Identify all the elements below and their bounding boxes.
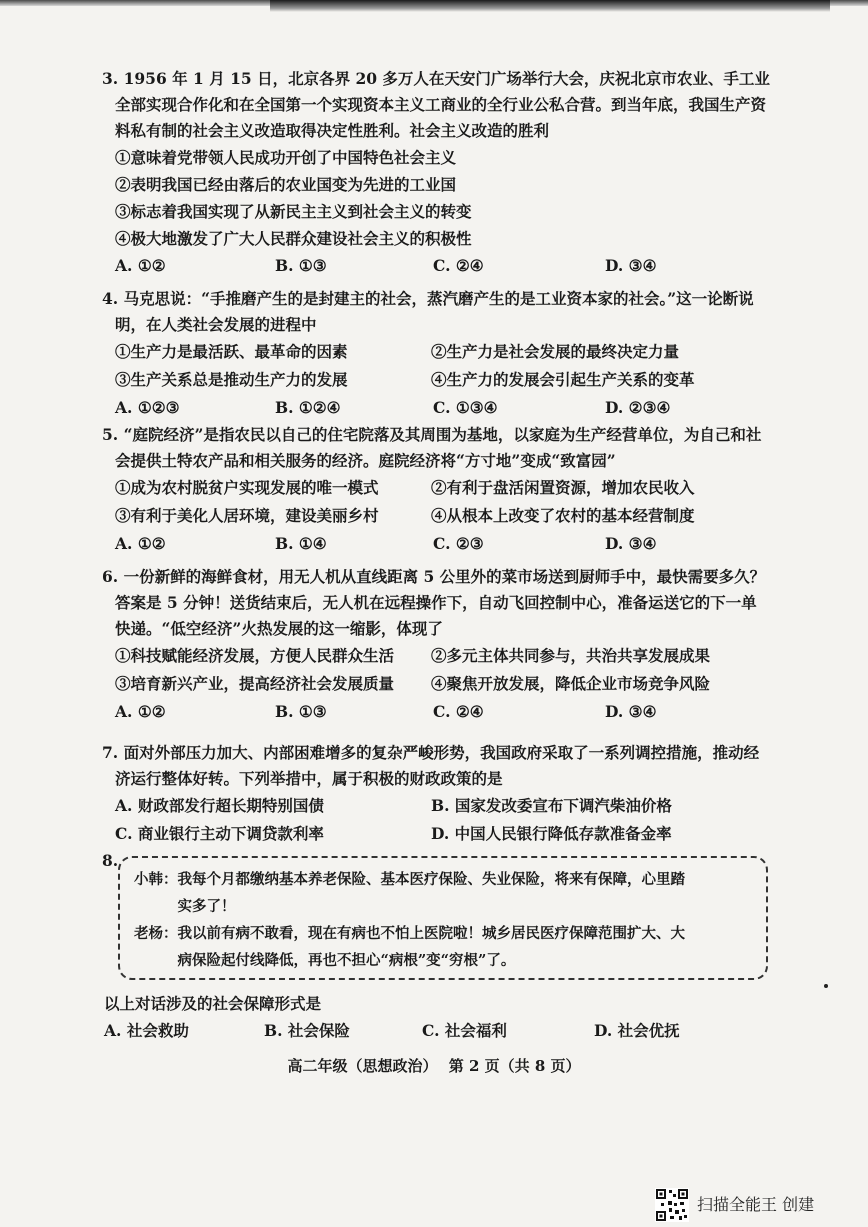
statement-row [115,502,770,530]
statement-row [115,670,770,698]
statement: ②多元主体共同参与，共治共享发展成果 [431,646,711,665]
dialogue-line: 小韩：我每个月都缴纳基本养老保险、基本医疗保险、失业保险，将来有保障，心里踏 [134,871,685,888]
option-a: A. ①②③ [115,398,180,417]
question-number: 5. [102,425,119,444]
option-a: A. 财政部发行超长期特别国债 [115,796,324,815]
option-a: A. ①② [115,256,166,275]
statement-row [115,642,770,670]
options-row [104,1017,759,1045]
statement: ②生产力是社会发展的最终决定力量 [431,342,680,361]
option-b: B. ①③ [275,702,327,721]
option-d: D. ③④ [605,702,657,721]
statement: ①成为农村脱贫户实现发展的唯一模式 [115,478,379,497]
statement-row [115,338,770,366]
question-number: 6. [102,567,119,586]
option-d: D. 中国人民银行降低存款准备金率 [431,824,672,843]
question-4 [102,286,770,422]
option-a: A. ①② [115,534,166,553]
question-number: 3. [102,69,119,88]
statement: ③培育新兴产业，提高经济社会发展质量 [115,674,395,693]
question-3 [102,66,770,280]
option-b: B. ①③ [275,256,327,275]
option-b: B. 国家发改委宣布下调汽柴油价格 [431,796,672,815]
question-stem: “庭院经济”是指农民以自己的住宅院落及其周围为基地，以家庭为生产经营单位，为自己和社会提供土特农产品和相关服务的经济。庭院经济将“方寸地”变成“致富园” [115,425,762,470]
statement: ③生产关系总是推动生产力的发展 [115,370,348,389]
options-row [115,252,770,280]
scan-speck [824,984,828,988]
statement: ④从根本上改变了农村的基本经营制度 [431,506,695,525]
question-6 [102,564,770,726]
option-d: D. 社会优抚 [594,1021,680,1040]
dialogue-line: 实多了！ [134,898,236,915]
question-stem: 以上对话涉及的社会保障形式是 [104,994,322,1013]
option-d: D. ②③④ [605,398,671,417]
dialogue-box [118,856,768,980]
footer-page: 第 2 页（共 8 页） [448,1057,581,1075]
footer-grade: 高二年级（思想政治） [287,1057,438,1075]
option-b: B. ①②④ [275,398,341,417]
option-b: B. 社会保险 [264,1021,350,1040]
question-number: 4. [102,289,119,308]
option-a: A. 社会救助 [104,1021,189,1040]
question-stem: 一份新鲜的海鲜食材，用无人机从直线距离 5 公里外的菜市场送到厨师手中，最快需要多久？答案是 5 分钟！送货结束后，无人机在远程操作下，自动飞回控制中心，准备运送它的下一单快递。“低空经济”火热发展的这一缩影，体现了 [115,567,766,638]
options-row [115,792,770,820]
option-a: A. ①② [115,702,166,721]
options-row [115,698,770,726]
option-c: C. ①③④ [433,398,498,417]
option-c: C. ②④ [433,702,484,721]
options-row [115,394,770,422]
option-d: D. ③④ [605,256,657,275]
question-5 [102,422,770,558]
statement: ①生产力是最活跃、最革命的因素 [115,342,348,361]
option-b: B. ①④ [275,534,327,553]
options-row [115,820,770,848]
option-c: C. 社会福利 [422,1021,507,1040]
option-c: C. 商业银行主动下调贷款利率 [115,824,324,843]
statement: ②有利于盘活闲置资源，增加农民收入 [431,478,695,497]
statement-row [115,474,770,502]
scanner-watermark: 扫描全能王 创建 [697,1195,815,1214]
statement-row [115,366,770,394]
options-row [115,530,770,558]
option-c: C. ②④ [433,256,484,275]
question-stem: 马克思说：“手推磨产生的是封建主的社会，蒸汽磨产生的是工业资本家的社会。”这一论断说明，在人类社会发展的进程中 [115,289,754,334]
question-7 [102,740,770,848]
option-d: D. ③④ [605,534,657,553]
statement: ③标志着我国实现了从新民主主义到社会主义的转变 [115,202,472,221]
question-stem: 1956 年 1 月 15 日，北京各界 20 多万人在天安门广场举行大会，庆祝北京市农业、手工业全部实现合作化和在全国第一个实现资本主义工商业的全行业公私合营。到当年底，我国生产资料私有制的社会主义改造取得决定性胜利。社会主义改造的胜利 [115,69,770,140]
statement: ③有利于美化人居环境，建设美丽乡村 [115,506,379,525]
question-stem: 面对外部压力加大、内部困难增多的复杂严峻形势，我国政府采取了一系列调控措施，推动经济运行整体好转。下列举措中，属于积极的财政政策的是 [115,743,760,788]
dialogue-line: 老杨：我以前有病不敢看，现在有病也不怕上医院啦！城乡居民医疗保障范围扩大、大 [134,925,685,942]
question-8 [104,990,759,1045]
statement: ①意味着党带领人民成功开创了中国特色社会主义 [115,148,457,167]
qr-code-icon [655,1188,689,1222]
statement: ①科技赋能经济发展，方便人民群众生活 [115,646,395,665]
statement: ②表明我国已经由落后的农业国变为先进的工业国 [115,175,457,194]
statement: ④极大地激发了广大人民群众建设社会主义的积极性 [115,229,472,248]
dialogue-line: 病保险起付线降低，再也不担心“病根”变“穷根”了。 [134,952,516,969]
page-footer [0,1055,868,1076]
question-number: 8. [102,851,119,870]
option-c: C. ②③ [433,534,484,553]
question-number: 7. [102,743,119,762]
statement: ④聚焦开放发展，降低企业市场竞争风险 [431,674,711,693]
statement: ④生产力的发展会引起生产关系的变革 [431,370,695,389]
